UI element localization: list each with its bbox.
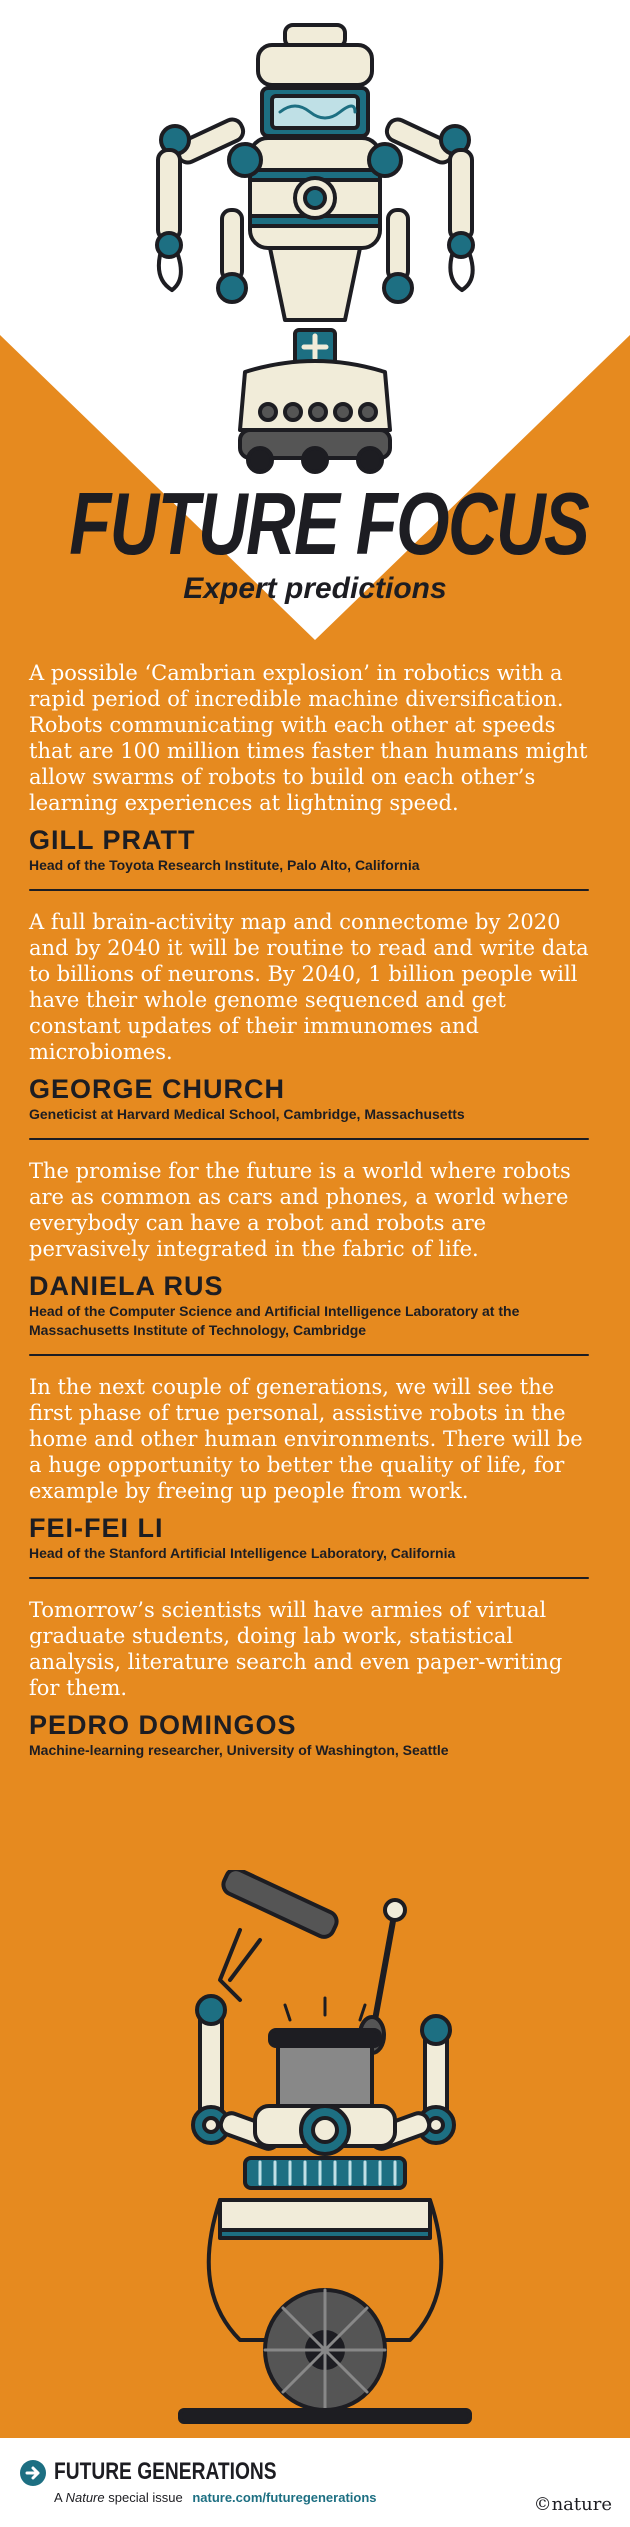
prediction-item — [29, 1374, 589, 1579]
expert-role: Head of the Computer Science and Artificial Intelligence Laboratory at the Massachusetts Institute of Technology, Cambridge — [29, 1303, 520, 1338]
page-title: FUTURE FOCUS — [69, 474, 589, 573]
expert-role: Geneticist at Harvard Medical School, Cambridge, Massachusetts — [29, 1106, 465, 1122]
prediction-quote: Tomorrow’s scientists will have armies of virtual graduate students, doing lab work, statistical analysis, literature search and even paper-writing for them. — [29, 1598, 563, 1700]
divider — [29, 1138, 589, 1140]
expert-name: DANIELA RUS — [29, 1271, 224, 1301]
header — [0, 474, 630, 606]
divider — [29, 889, 589, 891]
expert-name: PEDRO DOMINGOS — [29, 1710, 297, 1740]
expert-role: Head of the Stanford Artificial Intelligence Laboratory, California — [29, 1545, 456, 1561]
prediction-item — [29, 1597, 589, 1760]
footer-url-link[interactable]: nature.com/futuregenerations — [192, 2490, 377, 2505]
expert-name: GILL PRATT — [29, 825, 196, 855]
divider — [29, 1354, 589, 1356]
footer — [0, 2438, 630, 2527]
prediction-quote: A full brain-activity map and connectome by 2020 and by 2040 it will be routine to read and write data to billions of neurons. By 2040, 1 billion people will have their whole genome sequenced and get constant updates of their immunomes and microbiomes. — [29, 910, 589, 1064]
robot-icon — [150, 20, 480, 480]
expert-name: GEORGE CHURCH — [29, 1074, 286, 1104]
arrow-circle-icon[interactable] — [20, 2460, 46, 2486]
footer-journal: Nature — [65, 2490, 105, 2505]
footer-subtitle — [54, 2490, 377, 2505]
page-subtitle: Expert predictions — [183, 572, 447, 605]
footer-sub-prefix: A — [54, 2490, 62, 2505]
prediction-quote: The promise for the future is a world where robots are as common as cars and phones, a world where everybody can have a robot and robots are pervasively integrated in the fabric of life. — [29, 1159, 571, 1261]
prediction-item — [29, 1158, 589, 1356]
prediction-quote: In the next couple of generations, we will see the first phase of true personal, assistive robots in the home and other human environments. There will be a huge opportunity to better the quality of life, for example by freeing up people from work. — [29, 1375, 583, 1503]
divider — [29, 1577, 589, 1579]
prediction-item — [29, 660, 589, 891]
footer-sub-suffix: special issue — [108, 2490, 183, 2505]
nature-logo: ©nature — [533, 2494, 612, 2515]
predictions-list — [29, 660, 589, 1760]
cooking-robot-icon — [160, 1870, 490, 2425]
expert-name: FEI-FEI LI — [29, 1513, 164, 1543]
footer-title[interactable]: FUTURE GENERATIONS — [54, 2458, 277, 2485]
expert-role: Machine-learning researcher, University of Washington, Seattle — [29, 1742, 449, 1758]
prediction-item — [29, 909, 589, 1140]
prediction-quote: A possible ‘Cambrian explosion’ in robotics with a rapid period of incredible machine diversification. Robots communicating with each other at speeds that are 100 million times faster than humans might allow swarms of robots to build on each other’s learning experiences at lightning speed. — [29, 661, 588, 815]
expert-role: Head of the Toyota Research Institute, Palo Alto, California — [29, 857, 420, 873]
